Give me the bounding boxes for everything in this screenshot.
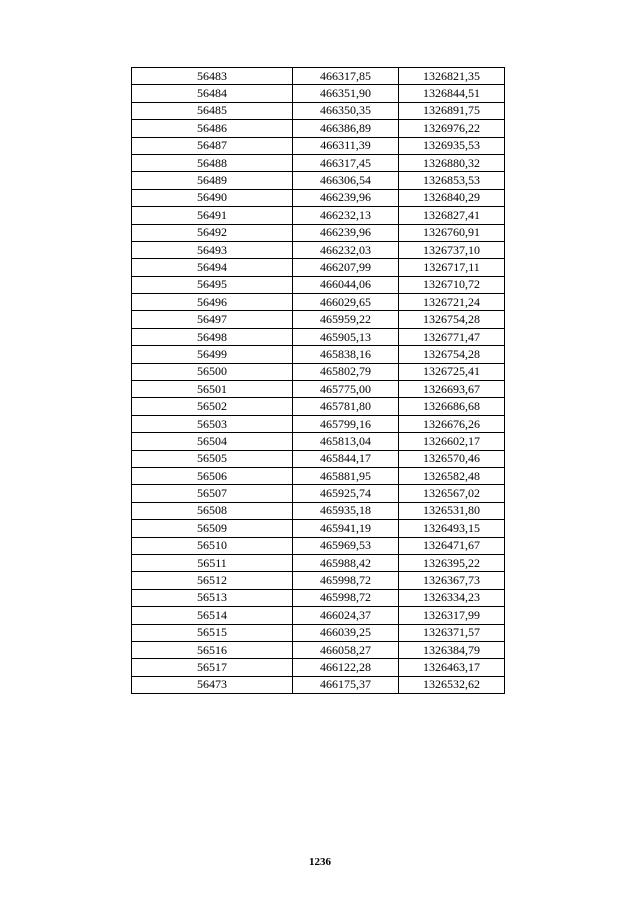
table-row: [132, 120, 505, 137]
y-coordinate-cell: 1326725,41: [399, 363, 505, 380]
y-coordinate-cell: 1326880,32: [399, 154, 505, 171]
point-number-cell: 56496: [132, 294, 293, 311]
point-number-cell: 56488: [132, 154, 293, 171]
x-coordinate-cell: 465969,53: [293, 537, 399, 554]
y-coordinate-cell: 1326686,68: [399, 398, 505, 415]
coordinates-table-body: [132, 68, 505, 694]
point-number-cell: 56494: [132, 259, 293, 276]
point-number-cell: 56517: [132, 659, 293, 676]
x-coordinate-cell: 465998,72: [293, 589, 399, 606]
x-coordinate-cell: 466311,39: [293, 137, 399, 154]
table-row: [132, 502, 505, 519]
x-coordinate-cell: 466058,27: [293, 641, 399, 658]
x-coordinate-cell: 466122,28: [293, 659, 399, 676]
point-number-cell: 56506: [132, 467, 293, 484]
y-coordinate-cell: 1326710,72: [399, 276, 505, 293]
table-row: [132, 189, 505, 206]
table-row: [132, 241, 505, 258]
x-coordinate-cell: 465775,00: [293, 381, 399, 398]
x-coordinate-cell: 465988,42: [293, 554, 399, 571]
x-coordinate-cell: 465935,18: [293, 502, 399, 519]
point-number-cell: 56498: [132, 328, 293, 345]
y-coordinate-cell: 1326531,80: [399, 502, 505, 519]
x-coordinate-cell: 465781,80: [293, 398, 399, 415]
table-row: [132, 450, 505, 467]
x-coordinate-cell: 466175,37: [293, 676, 399, 693]
table-row: [132, 328, 505, 345]
point-number-cell: 56511: [132, 554, 293, 571]
table-row: [132, 415, 505, 432]
y-coordinate-cell: 1326976,22: [399, 120, 505, 137]
table-row: [132, 259, 505, 276]
x-coordinate-cell: 465838,16: [293, 346, 399, 363]
y-coordinate-cell: 1326821,35: [399, 68, 505, 85]
x-coordinate-cell: 466239,96: [293, 224, 399, 241]
table-row: [132, 102, 505, 119]
point-number-cell: 56508: [132, 502, 293, 519]
table-row: [132, 676, 505, 693]
table-row: [132, 554, 505, 571]
x-coordinate-cell: 466350,35: [293, 102, 399, 119]
point-number-cell: 56473: [132, 676, 293, 693]
table-row: [132, 624, 505, 641]
x-coordinate-cell: 466317,45: [293, 154, 399, 171]
x-coordinate-cell: 466044,06: [293, 276, 399, 293]
point-number-cell: 56499: [132, 346, 293, 363]
table-row: [132, 381, 505, 398]
x-coordinate-cell: 465905,13: [293, 328, 399, 345]
table-row: [132, 467, 505, 484]
point-number-cell: 56486: [132, 120, 293, 137]
y-coordinate-cell: 1326853,53: [399, 172, 505, 189]
x-coordinate-cell: 465959,22: [293, 311, 399, 328]
point-number-cell: 56501: [132, 381, 293, 398]
point-number-cell: 56509: [132, 520, 293, 537]
x-coordinate-cell: 466351,90: [293, 85, 399, 102]
table-row: [132, 294, 505, 311]
x-coordinate-cell: 465844,17: [293, 450, 399, 467]
table-row: [132, 207, 505, 224]
y-coordinate-cell: 1326463,17: [399, 659, 505, 676]
y-coordinate-cell: 1326840,29: [399, 189, 505, 206]
y-coordinate-cell: 1326737,10: [399, 241, 505, 258]
table-row: [132, 276, 505, 293]
y-coordinate-cell: 1326567,02: [399, 485, 505, 502]
table-row: [132, 137, 505, 154]
y-coordinate-cell: 1326760,91: [399, 224, 505, 241]
point-number-cell: 56505: [132, 450, 293, 467]
x-coordinate-cell: 465941,19: [293, 520, 399, 537]
point-number-cell: 56489: [132, 172, 293, 189]
x-coordinate-cell: 466386,89: [293, 120, 399, 137]
y-coordinate-cell: 1326754,28: [399, 346, 505, 363]
y-coordinate-cell: 1326317,99: [399, 607, 505, 624]
table-row: [132, 641, 505, 658]
y-coordinate-cell: 1326582,48: [399, 467, 505, 484]
table-row: [132, 659, 505, 676]
x-coordinate-cell: 466239,96: [293, 189, 399, 206]
y-coordinate-cell: 1326395,22: [399, 554, 505, 571]
x-coordinate-cell: 466317,85: [293, 68, 399, 85]
table-row: [132, 311, 505, 328]
x-coordinate-cell: 465802,79: [293, 363, 399, 380]
table-row: [132, 485, 505, 502]
point-number-cell: 56484: [132, 85, 293, 102]
x-coordinate-cell: 466306,54: [293, 172, 399, 189]
table-row: [132, 572, 505, 589]
y-coordinate-cell: 1326384,79: [399, 641, 505, 658]
y-coordinate-cell: 1326891,75: [399, 102, 505, 119]
table-row: [132, 537, 505, 554]
y-coordinate-cell: 1326532,62: [399, 676, 505, 693]
point-number-cell: 56500: [132, 363, 293, 380]
table-row: [132, 346, 505, 363]
x-coordinate-cell: 466039,25: [293, 624, 399, 641]
table-row: [132, 68, 505, 85]
point-number-cell: 56493: [132, 241, 293, 258]
point-number-cell: 56514: [132, 607, 293, 624]
table-row: [132, 607, 505, 624]
point-number-cell: 56485: [132, 102, 293, 119]
x-coordinate-cell: 465998,72: [293, 572, 399, 589]
point-number-cell: 56516: [132, 641, 293, 658]
y-coordinate-cell: 1326771,47: [399, 328, 505, 345]
x-coordinate-cell: 466207,99: [293, 259, 399, 276]
point-number-cell: 56513: [132, 589, 293, 606]
x-coordinate-cell: 465881,95: [293, 467, 399, 484]
table-row: [132, 85, 505, 102]
y-coordinate-cell: 1326717,11: [399, 259, 505, 276]
table-row: [132, 433, 505, 450]
table-row: [132, 154, 505, 171]
y-coordinate-cell: 1326493,15: [399, 520, 505, 537]
coordinates-table: [131, 67, 505, 694]
point-number-cell: 56492: [132, 224, 293, 241]
y-coordinate-cell: 1326721,24: [399, 294, 505, 311]
y-coordinate-cell: 1326602,17: [399, 433, 505, 450]
y-coordinate-cell: 1326935,53: [399, 137, 505, 154]
point-number-cell: 56510: [132, 537, 293, 554]
point-number-cell: 56502: [132, 398, 293, 415]
x-coordinate-cell: 466232,13: [293, 207, 399, 224]
point-number-cell: 56495: [132, 276, 293, 293]
y-coordinate-cell: 1326471,67: [399, 537, 505, 554]
point-number-cell: 56491: [132, 207, 293, 224]
y-coordinate-cell: 1326570,46: [399, 450, 505, 467]
x-coordinate-cell: 465813,04: [293, 433, 399, 450]
point-number-cell: 56487: [132, 137, 293, 154]
table-row: [132, 224, 505, 241]
x-coordinate-cell: 466232,03: [293, 241, 399, 258]
table-row: [132, 520, 505, 537]
point-number-cell: 56515: [132, 624, 293, 641]
x-coordinate-cell: 466024,37: [293, 607, 399, 624]
x-coordinate-cell: 465799,16: [293, 415, 399, 432]
point-number-cell: 56490: [132, 189, 293, 206]
point-number-cell: 56497: [132, 311, 293, 328]
point-number-cell: 56507: [132, 485, 293, 502]
y-coordinate-cell: 1326754,28: [399, 311, 505, 328]
y-coordinate-cell: 1326676,26: [399, 415, 505, 432]
table-row: [132, 589, 505, 606]
point-number-cell: 56512: [132, 572, 293, 589]
table-row: [132, 172, 505, 189]
point-number-cell: 56504: [132, 433, 293, 450]
point-number-cell: 56503: [132, 415, 293, 432]
y-coordinate-cell: 1326334,23: [399, 589, 505, 606]
point-number-cell: 56483: [132, 68, 293, 85]
table-row: [132, 363, 505, 380]
y-coordinate-cell: 1326693,67: [399, 381, 505, 398]
y-coordinate-cell: 1326367,73: [399, 572, 505, 589]
y-coordinate-cell: 1326827,41: [399, 207, 505, 224]
table-row: [132, 398, 505, 415]
x-coordinate-cell: 466029,65: [293, 294, 399, 311]
y-coordinate-cell: 1326371,57: [399, 624, 505, 641]
page-number: 1236: [309, 856, 331, 868]
x-coordinate-cell: 465925,74: [293, 485, 399, 502]
y-coordinate-cell: 1326844,51: [399, 85, 505, 102]
